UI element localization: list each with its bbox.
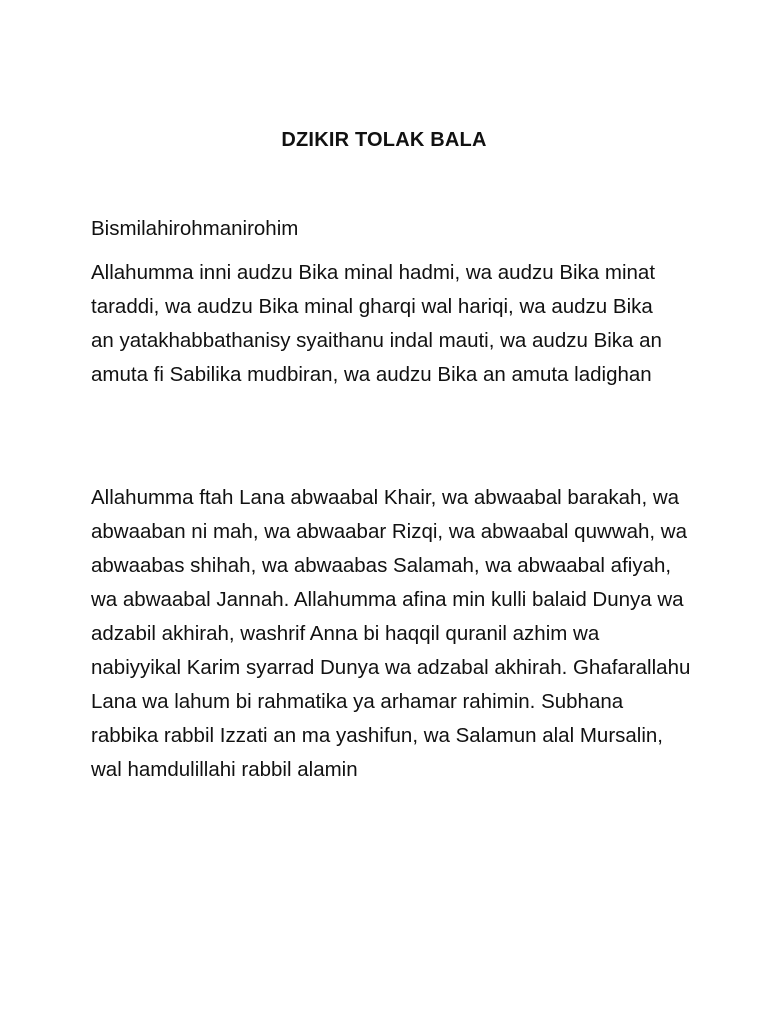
opening-line: Bismilahirohmanirohim [91,217,299,240]
document-title: DZIKIR TOLAK BALA [281,129,487,151]
prayer-paragraph-1: Allahumma inni audzu Bika minal hadmi, wa audzu Bika minat taraddi, wa audzu Bika minal gharqi wal hariqi, wa audzu Bika an yatakhabbathanisy syaithanu indal mauti, wa audzu Bika an amuta fi Sabilika mudbiran, wa audzu Bika an amuta ladighan [91,261,662,386]
prayer-paragraph-2: Allahumma ftah Lana abwaabal Khair, wa abwaabal barakah, wa abwaaban ni mah, wa abwaabar Rizqi, wa abwaabal quwwah, wa abwaabas shihah, wa abwaabas Salamah, wa abwaabal afiyah, wa abwaabal Jannah. Allahumma afina min kulli balaid Dunya wa adzabil akhirah, washrif Anna bi haqqil quranil azhim wa nabiyyikal Karim syarrad Dunya wa adzabal akhirah. Ghafarallahu Lana wa lahum bi rahmatika ya arhamar rahimin. Subhana rabbika rabbil Izzati an ma yashifun, wa Salamun alal Mursalin, wal hamdulillahi rabbil alamin [91,486,691,781]
